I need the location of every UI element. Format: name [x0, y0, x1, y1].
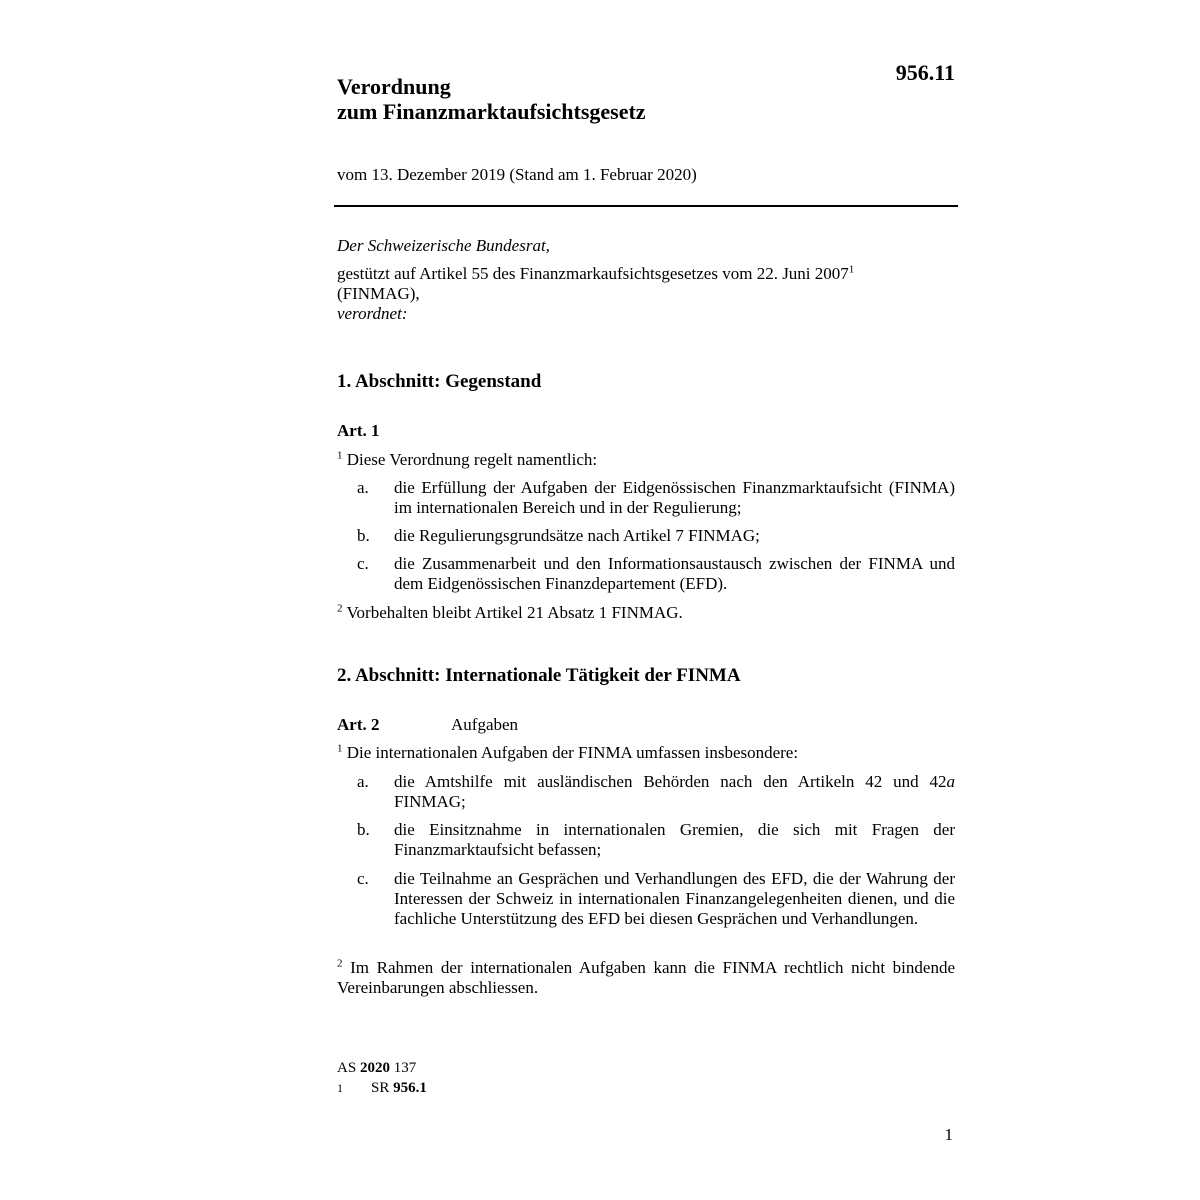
- article-2-title: Aufgaben: [451, 715, 519, 734]
- article-1-paragraph-1: $^1$ Diese Verordnung regelt namentlich:: [337, 449, 598, 469]
- paragraph-number: 2: [337, 602, 343, 615]
- article-2-number: Art. 2: [337, 715, 380, 734]
- item-text: die Amtshilfe mit ausländischen Behörden nach den Artikeln 42 und 42a FINMAG;: [394, 772, 955, 811]
- preamble-basis: [337, 264, 957, 284]
- section-2-heading: 2. Abschnitt: Internationale Tätigkeit der FINMA: [337, 665, 741, 686]
- item-text: die Teilnahme an Gesprächen und Verhandlungen des EFD, die der Wahrung der Interessen der Schweiz in internationalen Finanzangelegenheiten dienen, und die fachliche Unterstützung des EFD bei diesen Gesprächen und Verhandlungen.: [394, 869, 955, 928]
- article-2-paragraph-1: $^1$ Die internationalen Aufgaben der FINMA umfassen insbesondere:: [337, 742, 799, 762]
- date-line: vom 13. Dezember 2019 (Stand am 1. Februar 2020): [337, 165, 697, 184]
- paragraph-number: 1: [337, 742, 343, 755]
- item-text: die Regulierungsgrundsätze nach Artikel 7 FINMAG;: [394, 526, 760, 545]
- as-reference: AS 2020 137: [337, 1060, 417, 1076]
- article-1-heading: [337, 421, 451, 441]
- article-2-heading: [337, 715, 518, 735]
- preamble-basis-text: gestützt auf Artikel 55 des Finanzmarkaufsichtsgesetzes vom 22. Juni 2007: [337, 264, 849, 283]
- title-line-2: zum Finanzmarktaufsichtsgesetz: [337, 99, 646, 124]
- footnote-1: 1 SR 956.1: [337, 1080, 427, 1096]
- title-line-1: Verordnung: [337, 74, 451, 99]
- header-rule: [334, 205, 958, 207]
- section-1-heading: 1. Abschnitt: Gegenstand: [337, 371, 542, 392]
- item-label: a.: [357, 478, 369, 497]
- document-title: [337, 74, 646, 124]
- footnote-ref-1: 1: [848, 263, 855, 276]
- preamble: [337, 236, 957, 324]
- item-label: c.: [357, 869, 369, 888]
- item-text: die Einsitznahme in internationalen Gremien, die sich mit Fragen der Finanzmarktaufsicht befassen;: [394, 820, 955, 859]
- footnotes: [337, 1058, 427, 1098]
- page-number: 1: [944, 1125, 953, 1144]
- article-1-paragraph-2: $^2$ Vorbehalten bleibt Artikel 21 Absatz 1 FINMAG.: [337, 602, 683, 622]
- preamble-authority: Der Schweizerische Bundesrat,: [337, 236, 550, 255]
- footnote-number: 1: [337, 1081, 343, 1095]
- item-label: c.: [357, 554, 369, 573]
- paragraph-number: 1: [337, 449, 343, 462]
- preamble-ordains: verordnet:: [337, 304, 408, 323]
- item-text: die Erfüllung der Aufgaben der Eidgenössischen Finanzmarktaufsicht (FINMA) im internationalen Bereich und in der Regulierung;: [394, 478, 955, 517]
- article-1-number: Art. 1: [337, 421, 380, 440]
- item-text: die Zusammenarbeit und den Informationsaustausch zwischen der FINMA und dem Eidgenössischen Finanzdepartement (EFD).: [394, 554, 955, 593]
- article-2-paragraph-2: $^2$ Im Rahmen der internationalen Aufgaben kann die FINMA rechtlich nicht bindende Vereinbarungen abschliessen.: [337, 957, 955, 997]
- item-label: b.: [357, 526, 370, 545]
- item-label: b.: [357, 820, 370, 839]
- paragraph-number: 2: [337, 957, 343, 970]
- sr-number: 956.11: [895, 60, 955, 85]
- item-label: a.: [357, 772, 369, 791]
- preamble-abbrev: (FINMAG),: [337, 284, 420, 303]
